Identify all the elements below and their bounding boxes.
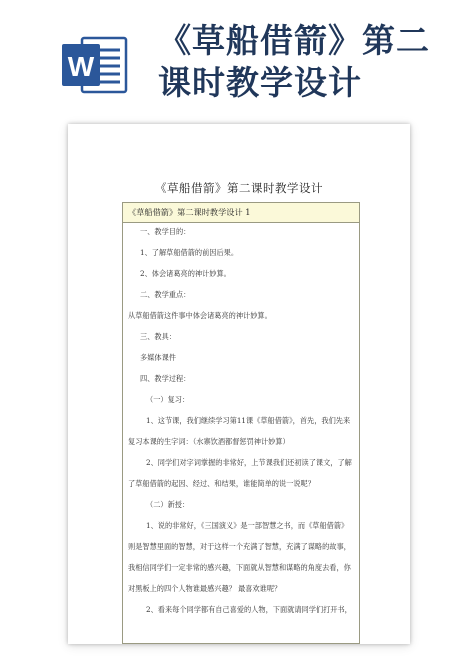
text-line: 我相信同学们一定非常的感兴趣，下面就从智慧和谋略的角度去看，你: [128, 563, 351, 572]
header-banner: [0, 0, 474, 115]
text-line: 四、教学过程：: [140, 374, 191, 383]
text-line: 了草船借箭的起因、经过、和结果，谁能简单的说一说呢？: [128, 479, 315, 488]
text-line: 二、教学重点：: [140, 290, 191, 299]
text-line: 复习本课的生字词：（水寨饮酒都督惩罚神计妙算）: [128, 437, 290, 446]
content-box-header: 《草船借箭》第二课时教学设计 1: [123, 203, 359, 223]
text-line: 多媒体课件: [140, 353, 176, 362]
word-icon: [62, 34, 128, 96]
banner-title-line1: 《草船借箭》第二: [158, 21, 430, 60]
text-line: 1、这节课，我们继续学习第11课《草船借箭》，首先，我们先来: [146, 416, 351, 425]
content-body: [123, 223, 359, 615]
text-line: 则是智慧里面的智慧，对于这样一个充满了智慧，充满了谋略的故事，: [128, 542, 351, 551]
text-line: 从草船借箭这件事中体会诸葛亮的神计妙算。: [128, 311, 272, 320]
text-line: 1、了解草船借箭的前因后果。: [140, 248, 239, 257]
text-line: 2、看来每个同学都有自己喜爱的人物，下面就请同学们打开书，: [146, 605, 352, 614]
text-line: 一、教学目的：: [140, 227, 191, 236]
text-line: （一）复习：: [146, 395, 190, 404]
banner-title: [158, 20, 458, 104]
word-logo-letter: W: [67, 51, 95, 82]
banner-title-line2: 课时教学设计: [158, 63, 362, 102]
text-line: 2、体会诸葛亮的神计妙算。: [140, 269, 231, 278]
text-line: 三、教具：: [140, 332, 176, 341]
text-line: 1、说的非常好，《三国演义》是一部智慧之书，而《草船借箭》: [146, 521, 349, 530]
text-line: 2、同学们对字词掌握的非常好，上节课我们还初读了课文，了解: [146, 458, 352, 467]
document-preview[interactable]: [68, 124, 410, 644]
text-line: 对黑板上的四个人物谁最感兴趣？ 最喜欢谁呢？: [128, 584, 282, 593]
text-line: （二）新授：: [146, 500, 190, 509]
content-box: [122, 202, 360, 644]
document-title: 《草船借箭》第二课时教学设计: [155, 181, 323, 195]
